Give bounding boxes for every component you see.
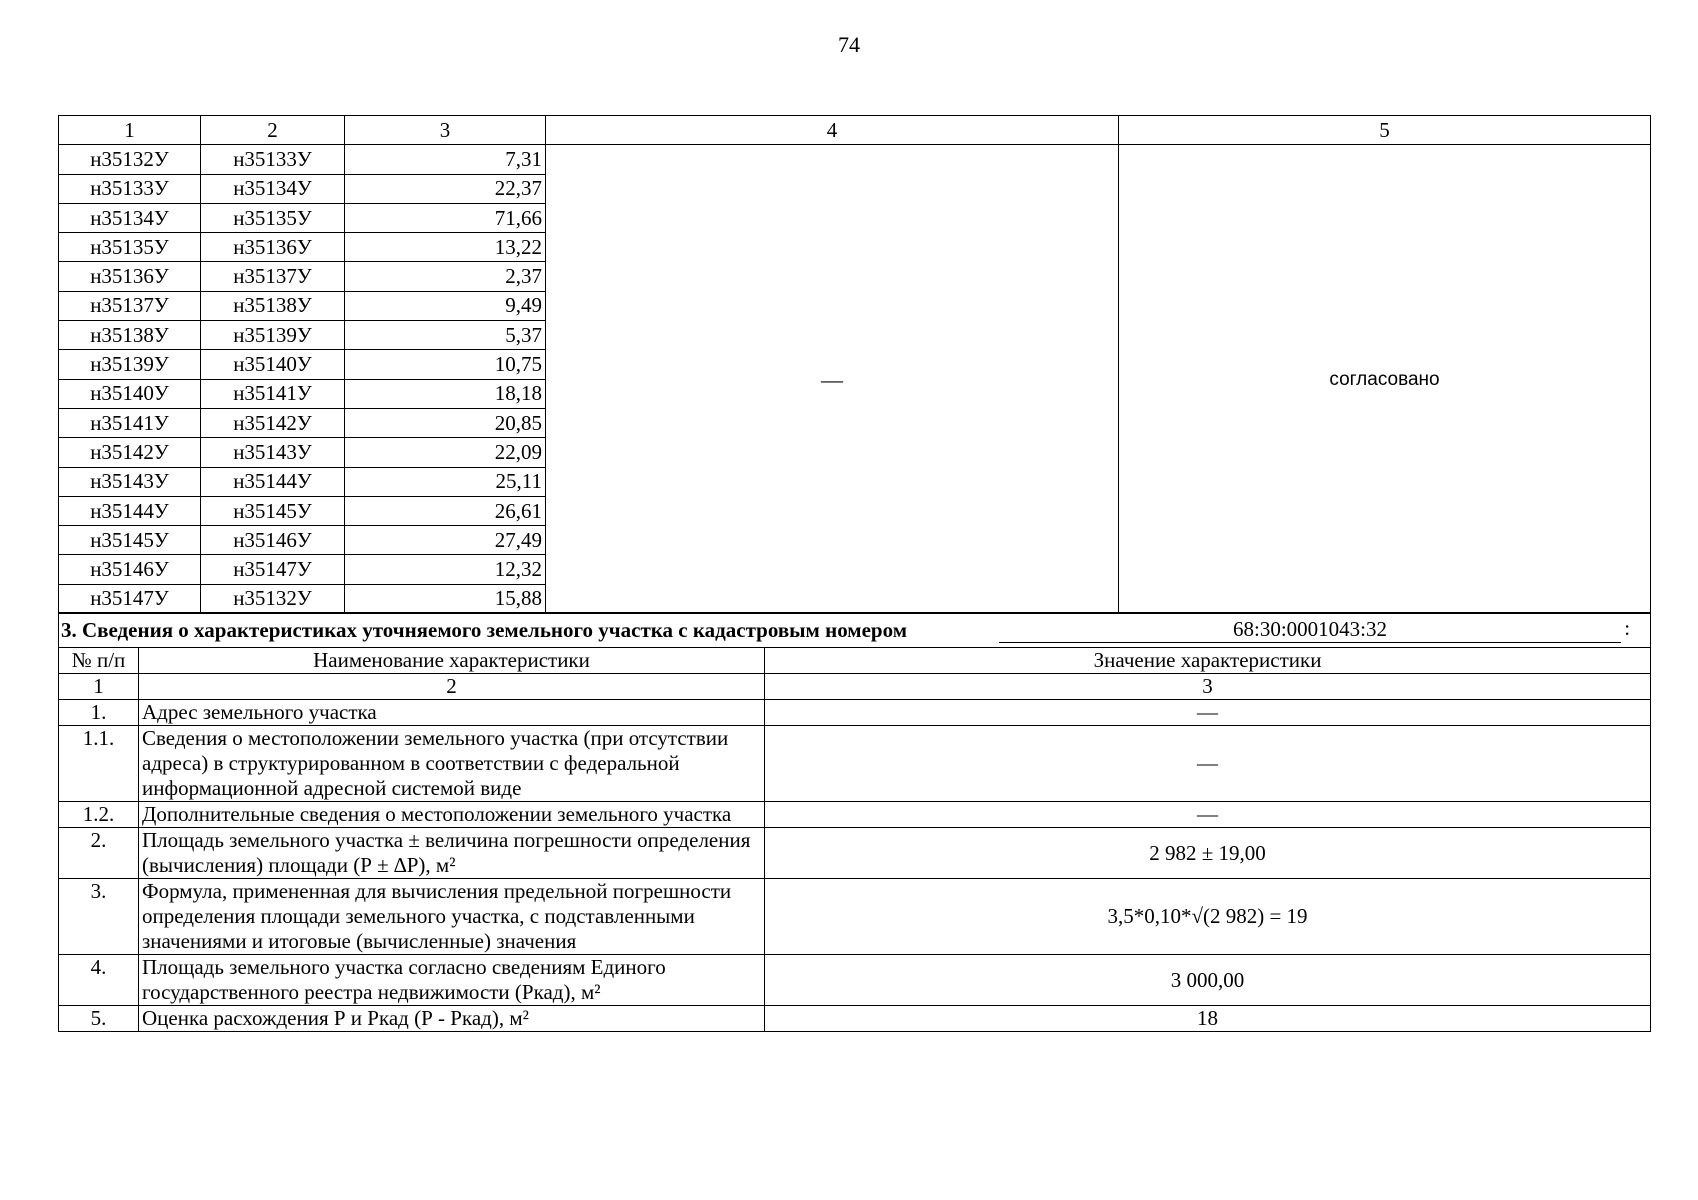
characteristic-name: Формула, примененная для вычисления предельной погрешности определения площади земельного участка, с подставленными значениями и итоговые (вычисленные) значения bbox=[139, 879, 765, 955]
column-header: Значение характеристики bbox=[765, 648, 1651, 674]
characteristic-row bbox=[59, 955, 1651, 1006]
column-header: 1 bbox=[59, 116, 201, 145]
point-to: н35144У bbox=[201, 467, 345, 496]
characteristic-value: — bbox=[765, 700, 1651, 726]
row-number: 4. bbox=[59, 955, 139, 1006]
column-header: № п/п bbox=[59, 648, 139, 674]
characteristic-value: 3,5*0,10*√(2 982) = 19 bbox=[765, 879, 1651, 955]
characteristic-name: Площадь земельного участка ± величина погрешности определения (вычисления) площади (Р ± ∆Р), м² bbox=[139, 828, 765, 879]
section-title: 3. Сведения о характеристиках уточняемого земельного участка с кадастровым номером bbox=[61, 617, 908, 642]
characteristic-row bbox=[59, 879, 1651, 955]
row-number: 2. bbox=[59, 828, 139, 879]
point-from: н35136У bbox=[59, 262, 201, 291]
characteristic-value: 2 982 ± 19,00 bbox=[765, 828, 1651, 879]
segment-length: 22,37 bbox=[345, 174, 546, 203]
table-header-row bbox=[59, 116, 1651, 145]
point-to: н35135У bbox=[201, 203, 345, 232]
segment-length: 27,49 bbox=[345, 526, 546, 555]
agreement-status: согласовано bbox=[1119, 145, 1651, 614]
segment-length: 5,37 bbox=[345, 321, 546, 350]
segment-length: 2,37 bbox=[345, 262, 546, 291]
characteristic-row bbox=[59, 802, 1651, 828]
point-to: н35143У bbox=[201, 438, 345, 467]
characteristic-name: Адрес земельного участка bbox=[139, 700, 765, 726]
point-to: н35140У bbox=[201, 350, 345, 379]
segment-length: 10,75 bbox=[345, 350, 546, 379]
characteristic-row bbox=[59, 828, 1651, 879]
characteristic-value: 18 bbox=[765, 1006, 1651, 1032]
page-number: 74 bbox=[838, 32, 860, 57]
point-from: н35135У bbox=[59, 233, 201, 262]
segment-length: 20,85 bbox=[345, 408, 546, 437]
point-from: н35140У bbox=[59, 379, 201, 408]
segment-length: 22,09 bbox=[345, 438, 546, 467]
characteristic-value: — bbox=[765, 726, 1651, 802]
segment-length: 71,66 bbox=[345, 203, 546, 232]
characteristic-name: Оценка расхождения Р и Ркад (Р - Ркад), м² bbox=[139, 1006, 765, 1032]
point-from: н35147У bbox=[59, 584, 201, 613]
point-to: н35142У bbox=[201, 408, 345, 437]
point-to: н35138У bbox=[201, 291, 345, 320]
point-from: н35137У bbox=[59, 291, 201, 320]
column-header: 3 bbox=[345, 116, 546, 145]
segment-length: 18,18 bbox=[345, 379, 546, 408]
section-title-row bbox=[59, 613, 1651, 648]
boundary-points-table bbox=[58, 115, 1651, 614]
row-number: 1. bbox=[59, 700, 139, 726]
point-from: н35132У bbox=[59, 145, 201, 174]
column-header: Наименование характеристики bbox=[139, 648, 765, 674]
point-to: н35141У bbox=[201, 379, 345, 408]
column-number: 2 bbox=[139, 674, 765, 700]
point-from: н35134У bbox=[59, 203, 201, 232]
characteristic-row bbox=[59, 700, 1651, 726]
column-number-row bbox=[59, 674, 1651, 700]
point-from: н35133У bbox=[59, 174, 201, 203]
point-to: н35136У bbox=[201, 233, 345, 262]
characteristic-name: Сведения о местоположении земельного участка (при отсутствии адреса) в структурированном в соответствии с федеральной информационной адресной системой виде bbox=[139, 726, 765, 802]
point-from: н35144У bbox=[59, 496, 201, 525]
point-from: н35143У bbox=[59, 467, 201, 496]
table-header-row bbox=[59, 648, 1651, 674]
point-from: н35142У bbox=[59, 438, 201, 467]
column-number: 1 bbox=[59, 674, 139, 700]
point-from: н35145У bbox=[59, 526, 201, 555]
row-number: 3. bbox=[59, 879, 139, 955]
column-header: 4 bbox=[546, 116, 1119, 145]
point-from: н35139У bbox=[59, 350, 201, 379]
segment-length: 12,32 bbox=[345, 555, 546, 584]
characteristic-row bbox=[59, 1006, 1651, 1032]
characteristic-value: — bbox=[765, 802, 1651, 828]
characteristic-name: Дополнительные сведения о местоположении земельного участка bbox=[139, 802, 765, 828]
point-from: н35141У bbox=[59, 408, 201, 437]
table-row bbox=[59, 145, 1651, 174]
title-colon: : bbox=[1624, 616, 1631, 640]
segment-length: 7,31 bbox=[345, 145, 546, 174]
characteristic-row bbox=[59, 726, 1651, 802]
point-to: н35145У bbox=[201, 496, 345, 525]
point-to: н35139У bbox=[201, 321, 345, 350]
cadastral-number: 68:30:0001043:32 bbox=[999, 616, 1621, 643]
characteristic-value: 3 000,00 bbox=[765, 955, 1651, 1006]
parcel-characteristics-table bbox=[58, 612, 1651, 1032]
point-to: н35134У bbox=[201, 174, 345, 203]
row-number: 1.2. bbox=[59, 802, 139, 828]
characteristic-name: Площадь земельного участка согласно сведениям Единого государственного реестра недвижимости (Ркад), м² bbox=[139, 955, 765, 1006]
row-number: 5. bbox=[59, 1006, 139, 1032]
column-4-value: — bbox=[546, 145, 1119, 614]
column-number: 3 bbox=[765, 674, 1651, 700]
segment-length: 9,49 bbox=[345, 291, 546, 320]
segment-length: 13,22 bbox=[345, 233, 546, 262]
point-to: н35147У bbox=[201, 555, 345, 584]
point-from: н35138У bbox=[59, 321, 201, 350]
point-to: н35132У bbox=[201, 584, 345, 613]
point-to: н35137У bbox=[201, 262, 345, 291]
column-header: 5 bbox=[1119, 116, 1651, 145]
point-from: н35146У bbox=[59, 555, 201, 584]
point-to: н35146У bbox=[201, 526, 345, 555]
column-header: 2 bbox=[201, 116, 345, 145]
segment-length: 15,88 bbox=[345, 584, 546, 613]
row-number: 1.1. bbox=[59, 726, 139, 802]
point-to: н35133У bbox=[201, 145, 345, 174]
segment-length: 26,61 bbox=[345, 496, 546, 525]
segment-length: 25,11 bbox=[345, 467, 546, 496]
